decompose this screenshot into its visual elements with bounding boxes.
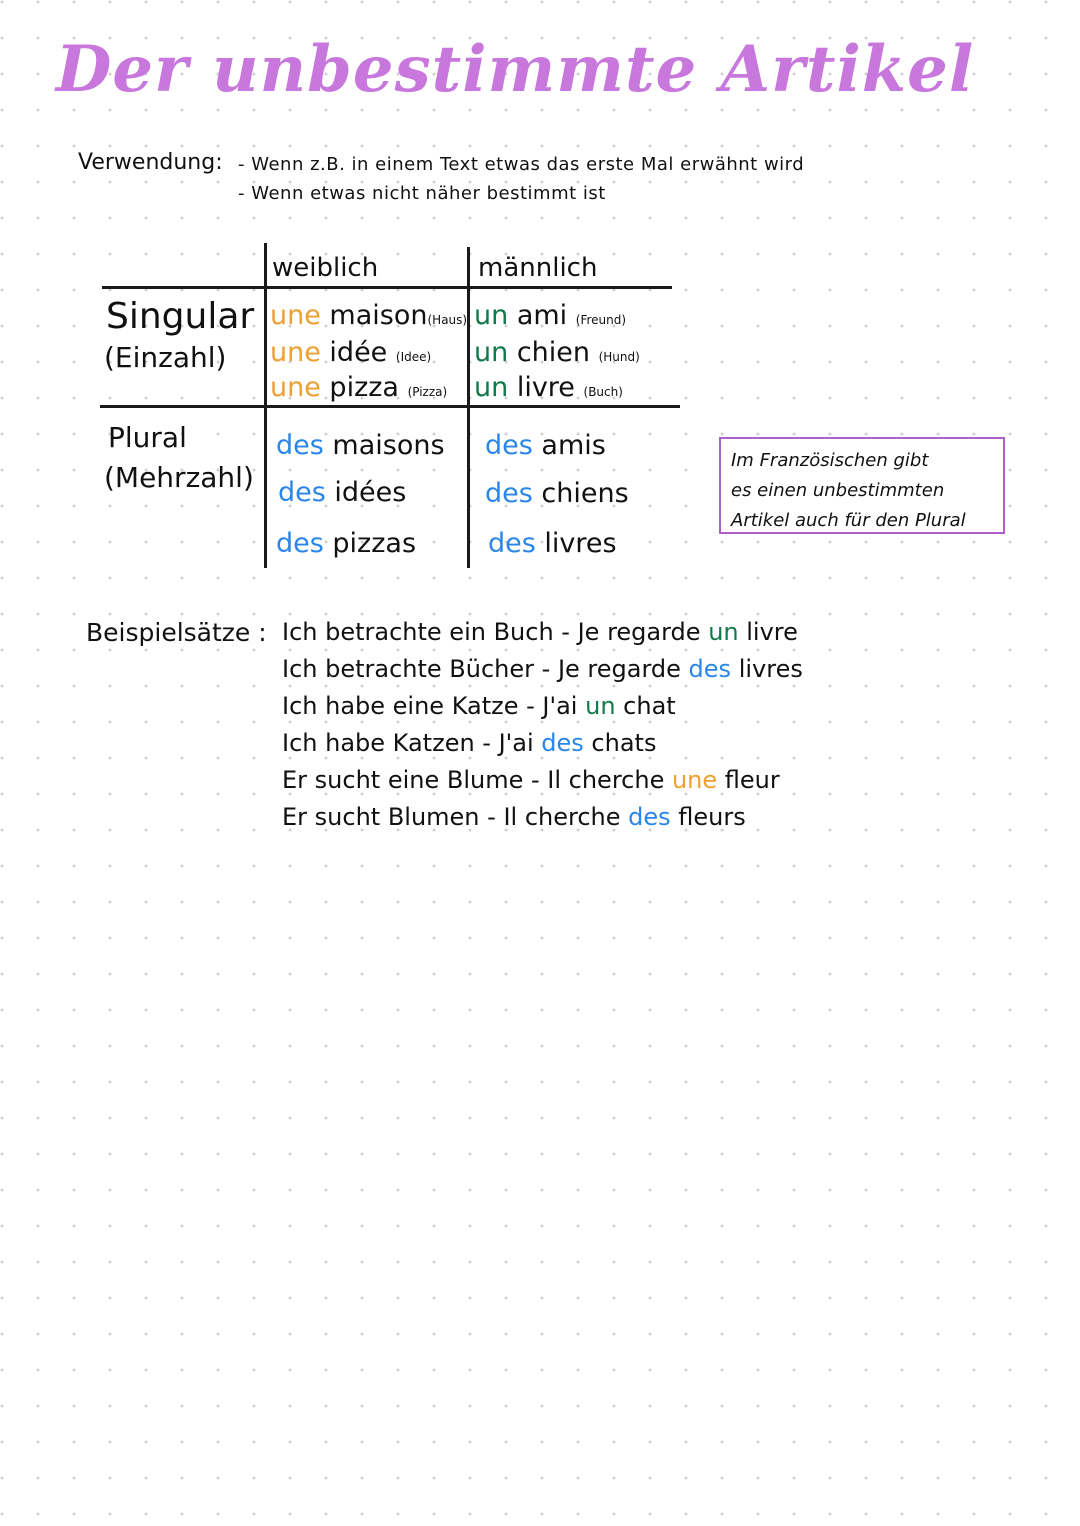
- pl-masc-1: des amis: [485, 430, 606, 461]
- pl-masc-3: des livres: [488, 528, 617, 559]
- sg-fem-3: une pizza (Pizza): [270, 372, 448, 403]
- example-french-end: livres: [731, 655, 803, 683]
- example-german: Ich betrachte ein Buch: [282, 618, 554, 646]
- plural-note-box: [719, 437, 1005, 534]
- note-line-3: Artikel auch für den Plural: [731, 510, 966, 531]
- row-label-singular: Singular: [106, 296, 255, 337]
- example-sentence: [282, 766, 780, 794]
- example-article: des: [688, 655, 732, 683]
- example-french-end: fleurs: [670, 803, 746, 831]
- header-masculine: männlich: [478, 253, 598, 283]
- example-french-start: - J'ai: [474, 729, 542, 757]
- example-french-start: - Je regarde: [534, 655, 689, 683]
- example-article: un: [708, 618, 739, 646]
- example-article: une: [671, 766, 718, 794]
- usage-line-1: - Wenn z.B. in einem Text etwas das erste Mal erwähnt wird: [238, 154, 805, 175]
- example-french-end: fleur: [717, 766, 780, 794]
- example-french-end: livre: [738, 618, 798, 646]
- example-french-end: chat: [615, 692, 676, 720]
- sg-fem-2: une idée (Idee): [270, 337, 432, 368]
- example-german: Ich habe eine Katze: [282, 692, 519, 720]
- sg-masc-3: un livre (Buch): [474, 372, 623, 403]
- example-german: Er sucht Blumen: [282, 803, 480, 831]
- usage-label: Verwendung:: [78, 150, 223, 175]
- examples-label: Beispielsätze :: [86, 618, 267, 647]
- sg-fem-1: une maison(Haus): [270, 300, 468, 331]
- pl-fem-1: des maisons: [276, 430, 445, 461]
- row-label-plural: Plural: [108, 421, 187, 454]
- example-article: des: [628, 803, 671, 831]
- note-line-2: es einen unbestimmten: [731, 480, 945, 501]
- example-french-end: chats: [583, 729, 657, 757]
- example-german: Er sucht eine Blume: [282, 766, 524, 794]
- example-article: des: [541, 729, 584, 757]
- example-french-start: - Il cherche: [523, 766, 672, 794]
- row-sublabel-singular: (Einzahl): [104, 341, 227, 374]
- header-feminine: weiblich: [272, 253, 379, 283]
- example-french-start: - Il cherche: [479, 803, 629, 831]
- usage-line-2: - Wenn etwas nicht näher bestimmt ist: [238, 183, 606, 204]
- sg-masc-1: un ami (Freund): [474, 300, 627, 331]
- note-line-1: Im Französischen gibt: [731, 450, 929, 471]
- example-german: Ich habe Katzen: [282, 729, 475, 757]
- table-header-rule: [102, 286, 672, 289]
- example-sentence: [282, 692, 676, 720]
- pl-masc-2: des chiens: [485, 478, 629, 509]
- example-german: Ich betrachte Bücher: [282, 655, 535, 683]
- example-article: un: [585, 692, 616, 720]
- example-sentence: [282, 655, 803, 683]
- page-title: Der unbestimmte Artikel: [55, 32, 975, 107]
- example-sentence: [282, 729, 656, 757]
- example-french-start: - J'ai: [518, 692, 586, 720]
- table-row-rule: [100, 405, 680, 408]
- pl-fem-3: des pizzas: [276, 528, 417, 559]
- row-sublabel-plural: (Mehrzahl): [104, 461, 254, 494]
- example-sentence: [282, 803, 746, 831]
- pl-fem-2: des idées: [278, 477, 407, 508]
- example-sentence: [282, 618, 798, 646]
- example-french-start: - Je regarde: [553, 618, 709, 646]
- sg-masc-2: un chien (Hund): [474, 337, 640, 368]
